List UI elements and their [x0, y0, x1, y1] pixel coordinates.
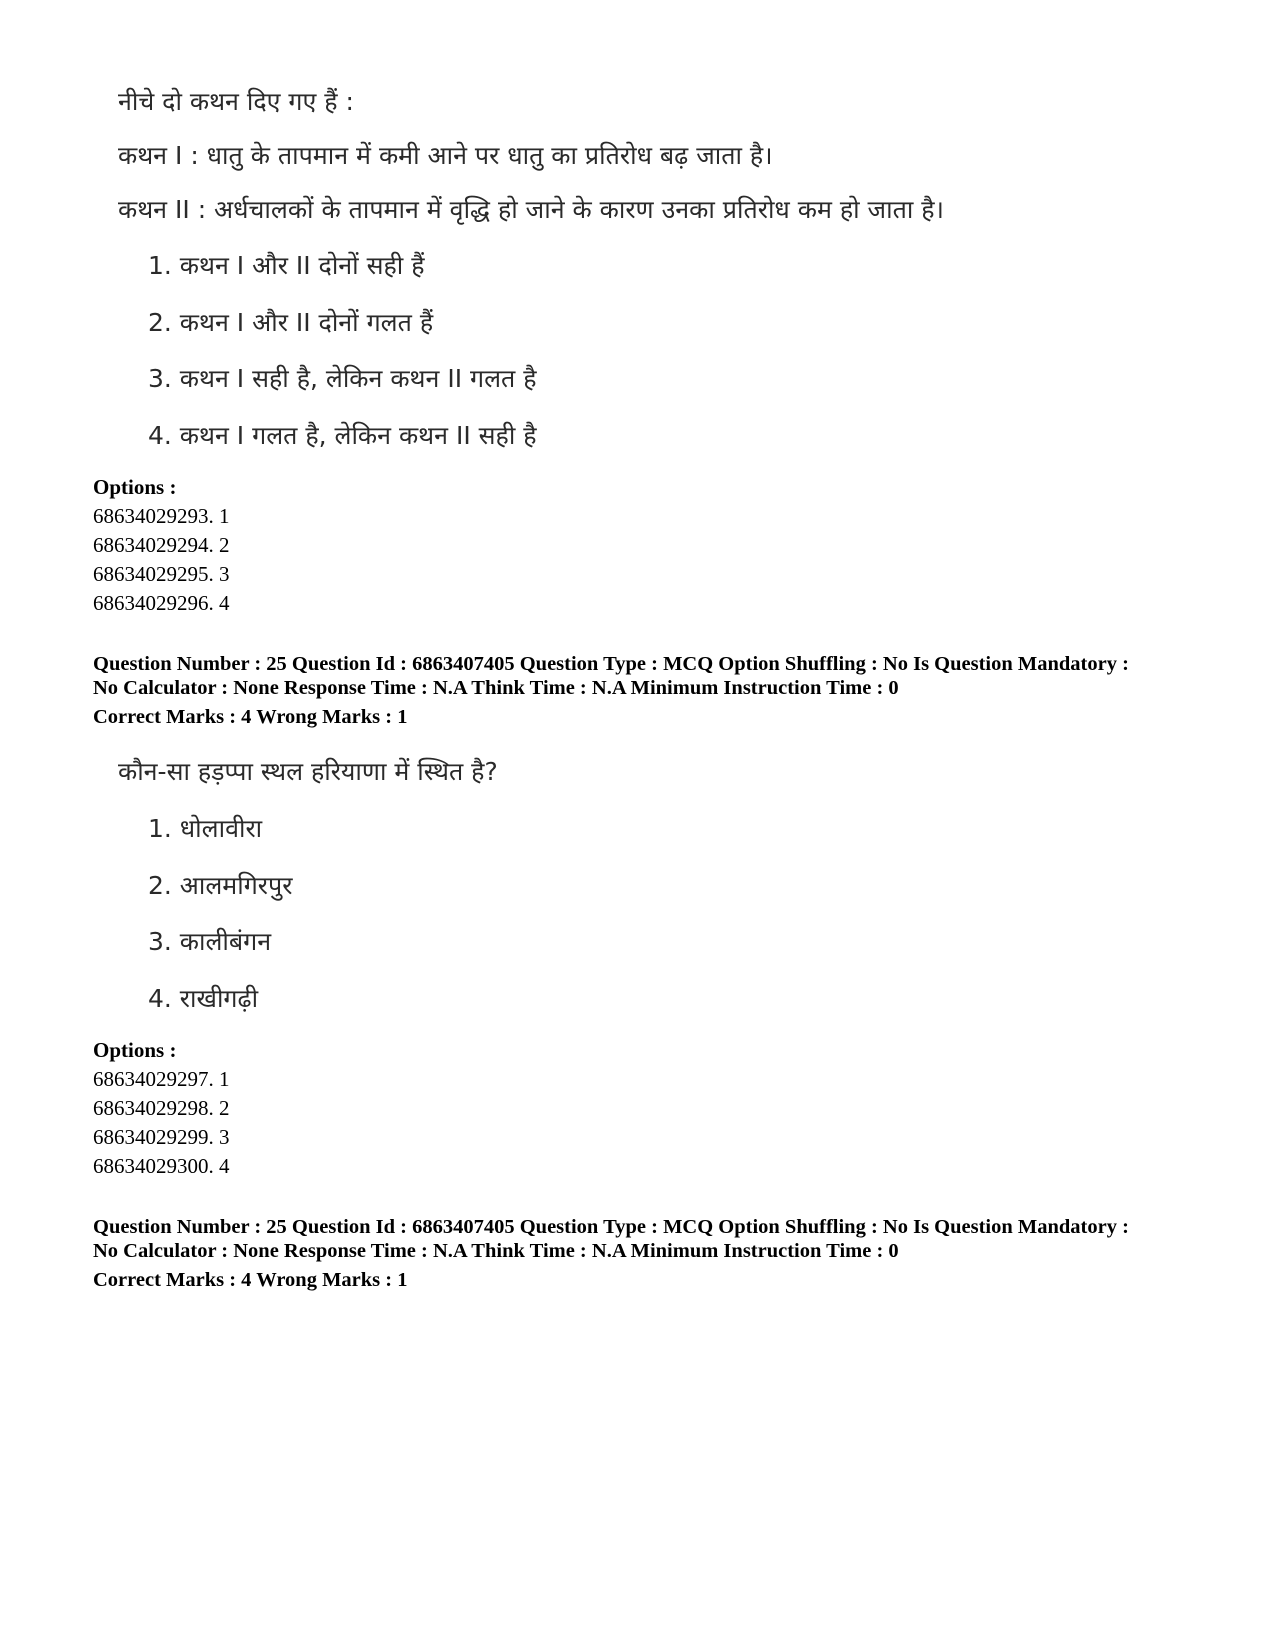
options-list-1 [93, 473, 230, 618]
question-stem: कौन-सा हड़प्पा स्थल हरियाणा में स्थित है? [118, 757, 498, 786]
option-item: 68634029298. 2 [93, 1096, 230, 1120]
meta-line: No Calculator : None Response Time : N.A Think Time : N.A Minimum Instruction Time : 0 [93, 677, 899, 699]
choice-2: 2. कथन I और II दोनों गलत हैं [148, 308, 434, 337]
meta-line: No Calculator : None Response Time : N.A Think Time : N.A Minimum Instruction Time : 0 [93, 1240, 899, 1262]
question-intro: नीचे दो कथन दिए गए हैं : [118, 87, 354, 116]
question-meta-2 [93, 1215, 1213, 1292]
choice-4: 4. राखीगढ़ी [148, 984, 259, 1013]
choice-4: 4. कथन I गलत है, लेकिन कथन II सही है [148, 421, 537, 450]
choice-2: 2. आलमगिरपुर [148, 871, 293, 900]
meta-line: Question Number : 25 Question Id : 6863407405 Question Type : MCQ Option Shuffling : No Is Question Mandatory : [93, 1216, 1129, 1238]
option-item: 68634029299. 3 [93, 1125, 230, 1149]
marks-line: Correct Marks : 4 Wrong Marks : 1 [93, 1269, 408, 1291]
choice-1: 1. कथन I और II दोनों सही हैं [148, 251, 425, 280]
option-item: 68634029295. 3 [93, 562, 230, 586]
choice-1: 1. धोलावीरा [148, 814, 263, 843]
marks-line: Correct Marks : 4 Wrong Marks : 1 [93, 706, 408, 728]
options-heading: Options : [93, 475, 177, 499]
question-meta-1 [93, 652, 1213, 729]
meta-line: Question Number : 25 Question Id : 6863407405 Question Type : MCQ Option Shuffling : No Is Question Mandatory : [93, 653, 1129, 675]
options-list-2 [93, 1036, 230, 1181]
option-item: 68634029300. 4 [93, 1154, 230, 1178]
option-item: 68634029293. 1 [93, 504, 230, 528]
option-item: 68634029296. 4 [93, 591, 230, 615]
choice-3: 3. कथन I सही है, लेकिन कथन II गलत है [148, 364, 537, 393]
statement-2: कथन II : अर्धचालकों के तापमान में वृद्धि हो जाने के कारण उनका प्रतिरोध कम हो जाता है। [118, 195, 944, 224]
option-item: 68634029294. 2 [93, 533, 230, 557]
options-heading: Options : [93, 1038, 177, 1062]
option-item: 68634029297. 1 [93, 1067, 230, 1091]
statement-1: कथन I : धातु के तापमान में कमी आने पर धातु का प्रतिरोध बढ़ जाता है। [118, 141, 773, 170]
choice-3: 3. कालीबंगन [148, 927, 272, 956]
